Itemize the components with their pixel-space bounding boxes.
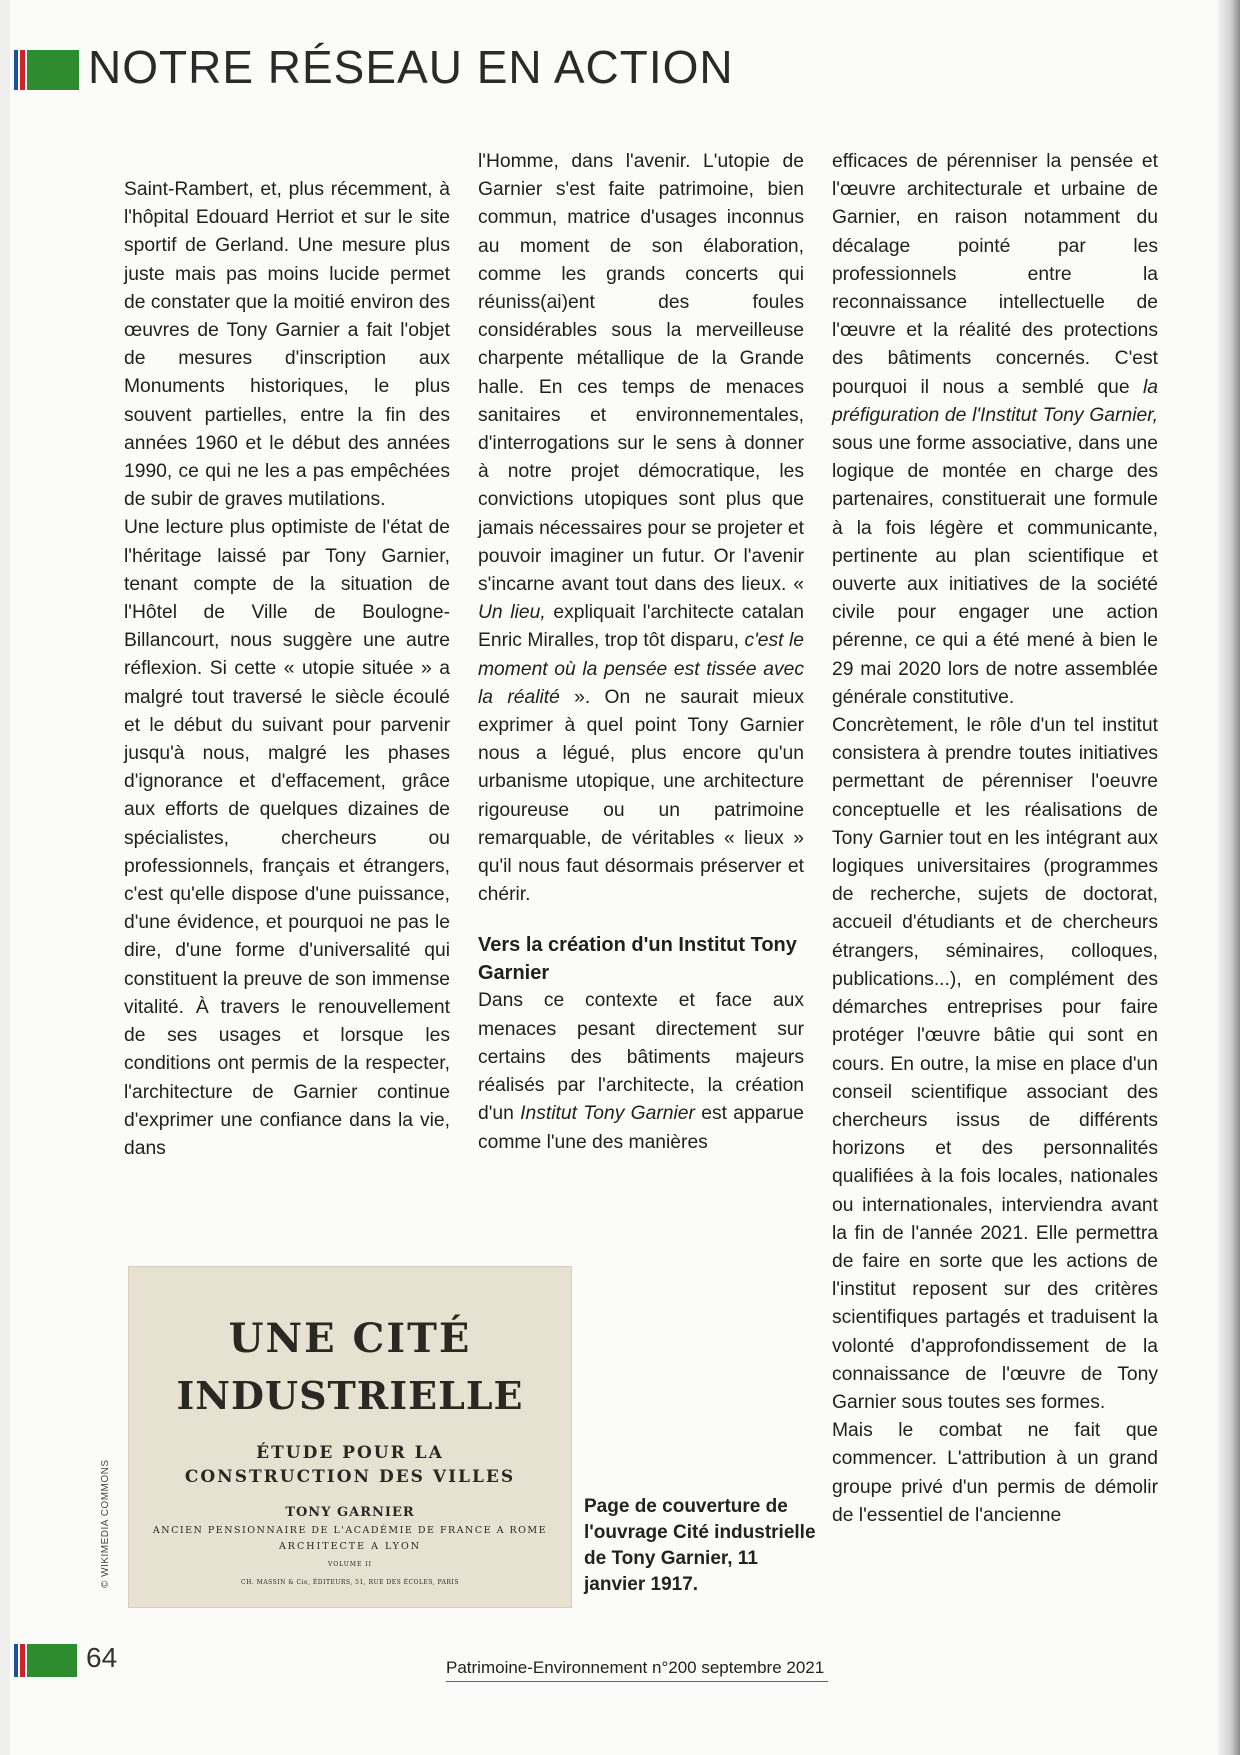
cover-publisher: CH. MASSIN & Cie, ÉDITEURS, 51, RUE DES ÉCOLES, PARIS	[241, 1579, 459, 1586]
binding-shadow	[1218, 0, 1240, 1755]
green-bar	[27, 1644, 77, 1677]
paragraph: Une lecture plus optimiste de l'état de l'héritage laissé par Tony Garnier, tenant compte de la situation de l'Hôtel de Ville de Boulogne-Billancourt, nous suggère une autre réflexion. Si cette « utopie située » a malgré tout traversé le siècle écoulé et le début du suivant pour parvenir jusqu'à nous, malgré les phases d'ignorance et d'effacement, grâce aux efforts de quelques dizaines de spécialistes, chercheurs ou professionnels, français et étrangers, c'est qu'elle dispose d'une puissance, d'une évidence, et pourquoi ne pas le dire, d'une forme d'universalité qui constituent la preuve de son immense vitalité. À travers le renouvellement de ses usages et lorsque les conditions ont permis de la respecter, l'architecture de Garnier continue d'exprimer une confiance dans la vie, dans	[124, 517, 450, 1159]
green-bar	[27, 50, 79, 90]
cover-subtitle-line-1: ÉTUDE POUR LA	[256, 1443, 444, 1463]
paragraph: Dans ce contexte et face aux menaces pesant directement sur certains des bâtiments majeurs réalisés par l'architecte, la création d'un Institut Tony Garnier est apparue comme l'une des manières	[478, 990, 805, 1153]
cover-volume: VOLUME II	[327, 1561, 373, 1568]
cover-title-line-1: UNE CITÉ	[228, 1315, 472, 1362]
paragraph: Concrètement, le rôle d'un tel institut consistera à prendre toutes initiatives permettant de pérenniser l'oeuvre conceptuelle et les réalisations de Tony Garnier tout en les intégrant aux logiques universitaires (programmes de recherche, sujets de doctorat, accueil d'étudiants et de chercheurs étrangers, séminaires, colloques, publications...), en complément des démarches entreprises pour faire protéger l'œuvre bâtie qui sont en cours. En outre, la mise en place d'un conseil scientifique associant des chercheurs issus de différents horizons et des personnalités qualifiées à la fois locales, nationales ou internationales, interviendra avant la fin de l'année 2021. Elle permettra de faire en sorte que les actions de l'institut reposent sur des critères scientifiques partagés et traduisent la volonté d'approfondissement de la connaissance de l'œuvre de Tony Garnier sous toutes ses formes.	[832, 715, 1158, 1413]
red-bar	[20, 50, 25, 90]
cover-subtitle-line-2: CONSTRUCTION DES VILLES	[184, 1467, 516, 1487]
institute-name: Institut Tony Garnier	[520, 1103, 695, 1125]
quote-text: c'est le moment où la pensée est tissée avec la réalité	[478, 630, 804, 708]
page-number: 64	[86, 1642, 118, 1673]
subheading: Vers la création d'un Institut Tony Garnier	[478, 934, 797, 985]
article-column-1	[124, 176, 450, 1226]
paragraph: l'Homme, dans l'avenir. L'utopie de Garnier s'est faite patrimoine, bien commun, matrice d'usages inconnus au moment de son élaboration, comme les grands concerts qui réuniss(ai)ent des foules considérables sous la merveilleuse charpente métallique de la Grande halle. En ces temps de menaces sanitaires et environnementales, d'interrogations sur le sens à donner à notre projet démocratique, les convictions utopiques sont plus que jamais nécessaires pour se projeter et pouvoir imaginer un futur. Or l'avenir s'incarne avant tout dans des lieux. « Un lieu, expliquait l'architecte catalan Enric Miralles, trop tôt disparu, c'est le moment où la pensée est tissée avec la réalité ». On ne saurait mieux exprimer à quel point Tony Garnier nous a légué, plus encore qu'un urbanisme utopique, une architecture rigoureuse ou un patrimoine remarquable, de véritables « lieux » qu'il nous faut désormais préserver et chérir.	[478, 151, 804, 906]
paragraph: Mais le combat ne fait que commencer. L'attribution à un grand groupe privé d'un permis de démolir de l'essentiel de l'ancienne	[832, 1420, 1158, 1526]
cover-author-location: ARCHITECTE A LYON	[278, 1541, 422, 1552]
header-color-bars	[14, 50, 79, 90]
paragraph: Saint-Rambert, et, plus récemment, à l'hôpital Edouard Herriot et sur le site sportif de Gerland. Une mesure plus juste mais pas moins lucide permet de constater que la moitié environ des œuvres de Tony Garnier a fait l'objet de mesures d'inscription aux Monuments historiques, le plus souvent partielles, entre la fin des années 1960 et le début des années 1990, ce qui ne les a pas empêchées de subir de graves mutilations.	[124, 179, 450, 511]
red-bar	[20, 1644, 25, 1677]
institute-prefiguration: la préfiguration de l'Institut Tony Garnier,	[832, 376, 1158, 426]
book-cover-image	[128, 1266, 572, 1608]
footer-color-bars	[14, 1644, 77, 1677]
article-column-3	[832, 148, 1158, 1530]
blue-bar	[14, 50, 18, 90]
image-caption: Page de couverture de l'ouvrage Cité industrielle de Tony Garnier, 11 janvier 1917.	[584, 1496, 816, 1595]
page-margin	[0, 0, 10, 1755]
paragraph: efficaces de pérenniser la pensée et l'œuvre architecturale et urbaine de Garnier, en raison notamment du décalage pointé par les professionnels entre la reconnaissance intellectuelle de l'œuvre et la réalité des protections des bâtiments concernés. C'est pourquoi il nous a semblé que la préfiguration de l'Institut Tony Garnier, sous une forme associative, dans une logique de montée en charge des partenaires, constituerait une formule à la fois légère et communicante, pertinente au plan scientifique et ouverte aux initiatives de la société civile pour engager une action pérenne, ce qui a été mené à bien le 29 mai 2020 lors de notre assemblée générale constitutive.	[832, 151, 1158, 708]
section-title: NOTRE RÉSEAU EN ACTION	[88, 41, 734, 93]
cover-author: TONY GARNIER	[285, 1505, 415, 1520]
cover-author-title: ANCIEN PENSIONNAIRE DE L'ACADÉMIE DE FRANCE A ROME	[152, 1525, 548, 1536]
article-column-2	[478, 148, 804, 1157]
footer-rule	[446, 1681, 828, 1682]
cover-title-line-2: INDUSTRIELLE	[176, 1373, 524, 1418]
quote-text: Un lieu,	[478, 602, 546, 624]
blue-bar	[14, 1644, 18, 1677]
image-credit: © WIKIMEDIA COMMONS	[100, 1459, 111, 1588]
journal-footer: Patrimoine-Environnement n°200 septembre 2021	[446, 1658, 825, 1677]
